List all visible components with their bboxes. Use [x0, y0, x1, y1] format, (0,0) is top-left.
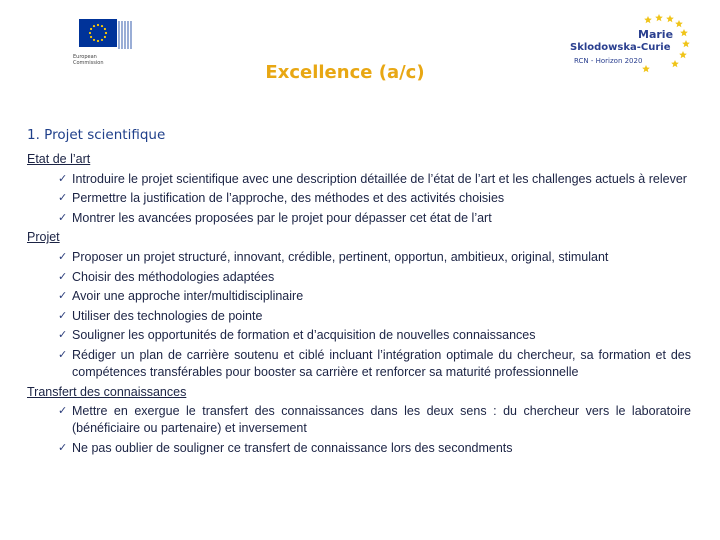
checkmark-icon: ✓: [58, 329, 68, 342]
checkmark-icon: ✓: [58, 172, 68, 185]
bullet-text: Mettre en exergue le transfert des connaissances dans les deux sens : du chercheur vers le laboratoire (bénéficiaire ou partenaire) et inversement: [72, 404, 691, 436]
checkmark-icon: ✓: [58, 211, 68, 224]
slide-title: Excellence (a/c): [265, 62, 425, 83]
bullet-text: Utiliser des technologies de pointe: [72, 308, 263, 323]
checkmark-icon: ✓: [58, 405, 68, 418]
msca-star-icon: [666, 15, 674, 22]
berlaymont-building-icon: [117, 19, 133, 51]
eu-star-icon: [101, 39, 103, 41]
group-heading: Transfert des connaissances: [27, 384, 187, 399]
bullet-item: [27, 170, 691, 190]
bullet-text: Permettre la justification de l’approche, des méthodes et des activités choisies: [72, 191, 505, 206]
bullet-item: [27, 307, 691, 327]
msca-star-icon: [655, 14, 663, 21]
checkmark-icon: ✓: [58, 270, 68, 283]
eu-star-icon: [90, 36, 92, 38]
bullet-item: [27, 209, 691, 229]
eu-star-icon: [104, 28, 106, 30]
bullet-text: Introduire le projet scientifique avec une description détaillée de l’état de l’art et les challenges actuels à relever: [72, 171, 687, 186]
eu-star-icon: [97, 40, 99, 42]
eu-star-icon: [105, 32, 107, 34]
bullet-item: [27, 189, 691, 209]
bullet-item: [27, 326, 691, 346]
bullet-item: [27, 287, 691, 307]
eu-star-icon: [104, 36, 106, 38]
msca-star-icon: [679, 51, 687, 58]
bullet-item: [27, 268, 691, 288]
bullet-text: Choisir des méthodologies adaptées: [72, 269, 275, 284]
checkmark-icon: ✓: [58, 250, 68, 263]
eu-star-icon: [93, 25, 95, 27]
msca-star-icon: [675, 20, 683, 27]
bullet-text: Avoir une approche inter/multidisciplinaire: [72, 289, 304, 304]
bullet-item: [27, 402, 691, 439]
checkmark-icon: ✓: [58, 192, 68, 205]
eu-logo-line2: Commission: [73, 60, 104, 66]
bullet-item: [27, 346, 691, 383]
checkmark-icon: ✓: [58, 441, 68, 454]
group-projet: [27, 228, 691, 382]
group-heading: Etat de l’art: [27, 152, 91, 166]
group-heading: Projet: [27, 230, 60, 245]
eu-logo-line1: European: [73, 54, 97, 60]
eu-star-icon: [89, 32, 91, 34]
bullet-text: Rédiger un plan de carrière soutenu et ciblé incluant l’intégration optimale du chercheur, sa formation et des compétences transférables pour booster sa carrière et renforcer sa maturité professionnelle: [72, 347, 691, 379]
msca-star-icon: [682, 40, 690, 47]
checkmark-icon: ✓: [58, 348, 68, 361]
bullet-text: Montrer les avancées proposées par le projet pour dépasser cet état de l’art: [72, 210, 492, 225]
bullet-text: Souligner les opportunités de formation et d’acquisition de nouvelles connaissances: [72, 328, 536, 343]
checkmark-icon: ✓: [58, 290, 68, 303]
msca-star-icon: [680, 29, 688, 36]
bullet-text: Proposer un projet structuré, innovant, crédible, pertinent, opportun, ambitieux, original, stimulant: [72, 249, 609, 264]
bullet-text: Ne pas oublier de souligner ce transfert de connaissance lors des secondments: [72, 440, 513, 455]
eu-star-icon: [97, 24, 99, 26]
group-transfert-des-connaissances: [27, 383, 691, 459]
msca-logo-line1: Marie: [638, 28, 674, 41]
eu-star-icon: [93, 39, 95, 41]
checkmark-icon: ✓: [58, 309, 68, 322]
msca-star-icon: [644, 16, 652, 23]
section-heading: 1. Projet scientifique: [27, 127, 166, 143]
bullet-item: [27, 439, 691, 459]
eu-star-icon: [101, 25, 103, 27]
bullet-item: [27, 248, 691, 268]
eu-flag-icon: [79, 19, 117, 47]
group-etat-de-l-art: [27, 150, 691, 228]
msca-logo-line3: RCN - Horizon 2020: [574, 57, 643, 65]
msca-logo-line2: Sklodowska-Curie: [570, 42, 671, 53]
content-body: [27, 150, 691, 458]
eu-star-icon: [90, 28, 92, 30]
